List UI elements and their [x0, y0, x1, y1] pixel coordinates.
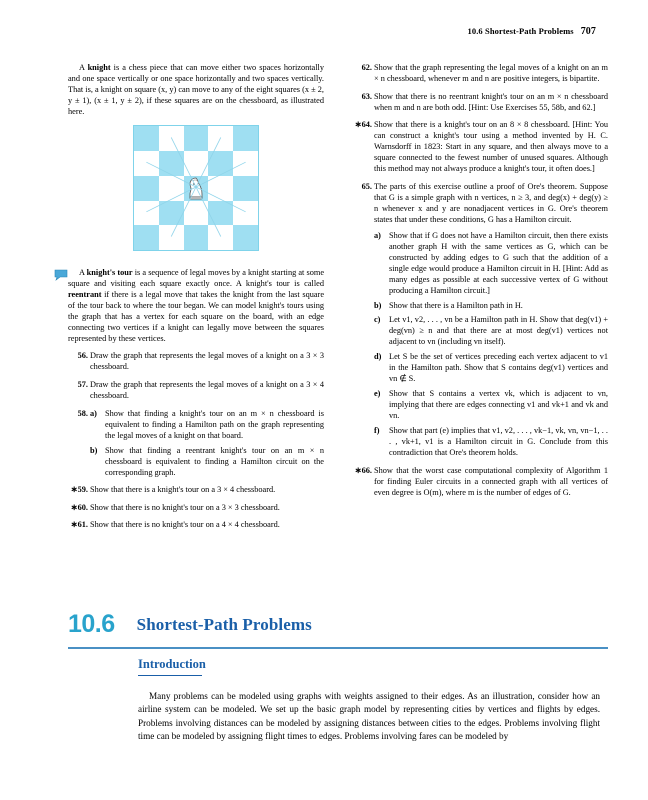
section-title: Shortest-Path Problems — [136, 614, 312, 634]
running-head-title: 10.6 Shortest-Path Problems — [467, 26, 574, 36]
page-number: 707 — [580, 26, 596, 37]
exercise-item — [68, 484, 324, 495]
section-body-text: Many problems can be modeled using graphs with weights assigned to their edges. As an illustration, consider how an airline system can be modeled. We set up the basic graph model by representing cities by vertices and flights by edges. Problems involving distances can be modeled by assigning distances between cities to the edges. Problems involving flight time can be modeled by assigning flight times to edges. Problems involving fares can be modeled by — [138, 691, 600, 742]
exercise-number: 65. — [361, 181, 372, 191]
board-cell — [208, 225, 233, 250]
board-cell — [184, 201, 209, 226]
board-cell — [159, 126, 184, 151]
board-cell — [134, 176, 159, 201]
exercise-item — [352, 91, 608, 113]
para-lead: A — [79, 268, 87, 278]
right-column — [352, 62, 608, 505]
exercise-number: 63. — [361, 91, 372, 101]
subitem-label: f) — [374, 426, 380, 436]
exercise-text: Show that there is no knight's tour on a 4 × 4 chessboard. — [90, 520, 280, 530]
board-cell — [159, 201, 184, 226]
subitem-text: Show that finding a knight's tour on an m × n chessboard is equivalent to finding a Hamilton path on the graph representing the legal moves of a knight on that board. — [105, 408, 324, 440]
subitem-text: Show that if G does not have a Hamilton circuit, then there exists another graph H with the same vertices as G, which can be constructed by adding edges to G such that the addition of a single edge would produce a Hamilton circuit in H. [Hint: Add as many edges as possible at each successive vertex of G without producing a Hamilton circuit.] — [389, 230, 608, 296]
subitem-label: d) — [374, 352, 382, 362]
subitem-label: a) — [90, 408, 97, 418]
exercise-number: ∗59. — [70, 485, 88, 495]
board-cell — [134, 201, 159, 226]
exercise-text: Draw the graph that represents the legal moves of a knight on a 3 × 4 chessboard. — [90, 379, 324, 400]
exercise-number: 56. — [77, 351, 88, 361]
exercise-number-value: 66. — [361, 466, 372, 475]
exercise-item — [352, 62, 608, 84]
board-cell — [159, 176, 184, 201]
body-columns — [52, 62, 608, 572]
subitem-label: c) — [374, 315, 381, 325]
board-cell — [159, 225, 184, 250]
board-cell — [184, 151, 209, 176]
exercise-subitem — [374, 300, 608, 311]
exercise-number: 62. — [361, 63, 372, 72]
subitem-text: Show that finding a reentrant knight's tour on an m × n chessboard is equivalent to finding a Hamilton circuit on the corresponding graph. — [105, 445, 324, 477]
marginal-note-icon — [54, 269, 68, 281]
exercise-text: Show that there is no knight's tour on a 3 × 3 chessboard. — [90, 502, 280, 512]
exercise-number-value: 60. — [77, 502, 88, 512]
para-mid: is a sequence of legal moves by a knight starting at some square and visiting each square exactly once. A knight's tour is called — [68, 268, 325, 289]
knight-piece-icon — [185, 176, 207, 202]
exercise-item — [352, 119, 608, 174]
section-number: 10.6 — [68, 610, 115, 638]
exercise-number: ∗61. — [70, 520, 88, 530]
exercise-text: Draw the graph that represents the legal moves of a knight on a 3 × 3 chessboard. — [90, 351, 324, 372]
exercise-number: 58. — [77, 408, 88, 418]
exercise-subitem — [90, 445, 324, 478]
exercise-text: Show that the worst case computational complexity of Algorithm 1 for finding Euler circuits in a connected graph with all vertices of even degree is O(m), where m is the number of edges of G. — [374, 466, 608, 498]
subitem-label: e) — [374, 389, 381, 399]
exercise-number: ∗66. — [354, 466, 372, 475]
term-reentrant: reentrant — [68, 290, 102, 300]
exercise-item — [68, 502, 324, 513]
para-lead: A — [79, 63, 88, 72]
subsection-title: Introduction — [138, 657, 206, 671]
exercise-item — [68, 408, 324, 478]
exercise-number-value: 59. — [77, 485, 88, 495]
subitem-label: b) — [374, 301, 382, 311]
exercise-text: Show that there is a knight's tour on an 8 × 8 chessboard. [Hint: You can construct a knight's tour using a method invented by H. C. Warnsdorff in 1823: Start in any square, and then always move to a square connected to the fewest number of unused squares. Although this method may not always produce a knight's tour, it often does.] — [374, 120, 608, 174]
exercise-text: The parts of this exercise outline a proof of Ore's theorem. Suppose that G is a simple graph with n vertices, n ≥ 3, and deg(x) + deg(y) ≥ n whenever x and y are nonadjacent vertices in G. Ore's theorem states that under these conditions, G has a Hamilton circuit. — [374, 181, 608, 224]
board-cell — [184, 126, 209, 151]
exercise-number: ∗64. — [354, 120, 372, 130]
subitem-label: a) — [374, 230, 381, 240]
term-knight: knight — [87, 63, 111, 72]
board-cell — [233, 151, 258, 176]
board-cell — [208, 201, 233, 226]
exercise-number-value: 64. — [361, 120, 372, 130]
board-cell — [233, 201, 258, 226]
subsection-divider — [138, 675, 202, 676]
board-cell — [233, 126, 258, 151]
exercise-subitem — [374, 388, 608, 421]
board-cell — [208, 176, 233, 201]
exercise-number: 57. — [77, 379, 88, 389]
subitem-text: Let v1, v2, . . . , vn be a Hamilton path in H. Show that deg(v1) + deg(vn) ≥ n and that there are at most deg(v1) vertices not adjacent to vn (including vn itself). — [389, 315, 608, 347]
board-cell — [233, 176, 258, 201]
subitem-text: Show that S contains a vertex vk, which is adjacent to vn, implying that there are edges connecting v1 and vk+1 and vk and vn. — [389, 389, 608, 421]
subitem-text: Show that there is a Hamilton path in H. — [389, 301, 523, 311]
para-rest: if there is a legal move that takes the knight from the last square of the tour back to where the tour began. We can model knight's tours using the graph that has a vertex for each square on the board, with an edge connecting two vertices if a knight can legally move between the squares represented by these vertices. — [68, 290, 324, 344]
subitem-text: Let S be the set of vertices preceding each vertex adjacent to v1 in the Hamilton path. Show that S contains deg(v1) vertices and vn ∉ S. — [389, 352, 608, 384]
exercise-item — [68, 350, 324, 372]
board-cell — [134, 151, 159, 176]
knights-tour-paragraph — [68, 267, 324, 344]
knight-definition-paragraph — [68, 62, 324, 117]
exercise-item — [68, 379, 324, 401]
exercise-item — [68, 519, 324, 530]
exercise-number: ∗60. — [70, 502, 88, 512]
exercise-number-value: 61. — [77, 520, 88, 530]
exercise-subitem — [90, 408, 324, 441]
exercise-text: Show that the graph representing the legal moves of a knight on an m × n chessboard, whenever m and n are positive integers, is bipartite. — [374, 63, 608, 84]
section-heading — [68, 610, 608, 639]
exercise-subitem — [374, 425, 608, 458]
running-head — [468, 26, 597, 37]
exercise-text: Show that there is a knight's tour on a 3 × 4 chessboard. — [90, 485, 276, 495]
para-rest: is a chess piece that can move either two spaces horizontally and one space vertically or one space horizontally and two spaces vertically. That is, a knight on square (x, y) can move to any of the eight squares (x ± 2, y ± 1), (x ± 1, y ± 2), if these squares are on the chessboard, as illustrated here. — [68, 63, 324, 117]
exercise-subitem — [374, 351, 608, 384]
exercise-subitem — [374, 230, 608, 296]
exercise-text: Show that there is no reentrant knight's tour on an m × n chessboard when m and n are both odd. [Hint: Use Exercises 55, 58b, and 62.] — [374, 91, 608, 112]
board-cell — [134, 126, 159, 151]
exercise-item — [352, 465, 608, 498]
board-cell-knight — [184, 176, 209, 201]
board-cell — [208, 151, 233, 176]
exercise-item — [352, 181, 608, 459]
section-divider — [68, 647, 608, 649]
subitem-text: Show that part (e) implies that v1, v2, . . . , vk−1, vk, vn, vn−1, . . . , vk+1, v1 is a Hamilton circuit in G. Conclude from this contradiction that Ore's theorem holds. — [389, 426, 608, 458]
board-cell — [208, 126, 233, 151]
board-cell — [184, 225, 209, 250]
left-column — [68, 62, 324, 537]
exercise-subitem — [374, 314, 608, 347]
chessboard-figure — [68, 123, 324, 259]
subitem-label: b) — [90, 445, 98, 455]
board-cell — [159, 151, 184, 176]
chessboard-grid — [133, 125, 259, 251]
board-cell — [233, 225, 258, 250]
term-knights-tour: knight's tour — [86, 268, 133, 278]
board-cell — [134, 225, 159, 250]
